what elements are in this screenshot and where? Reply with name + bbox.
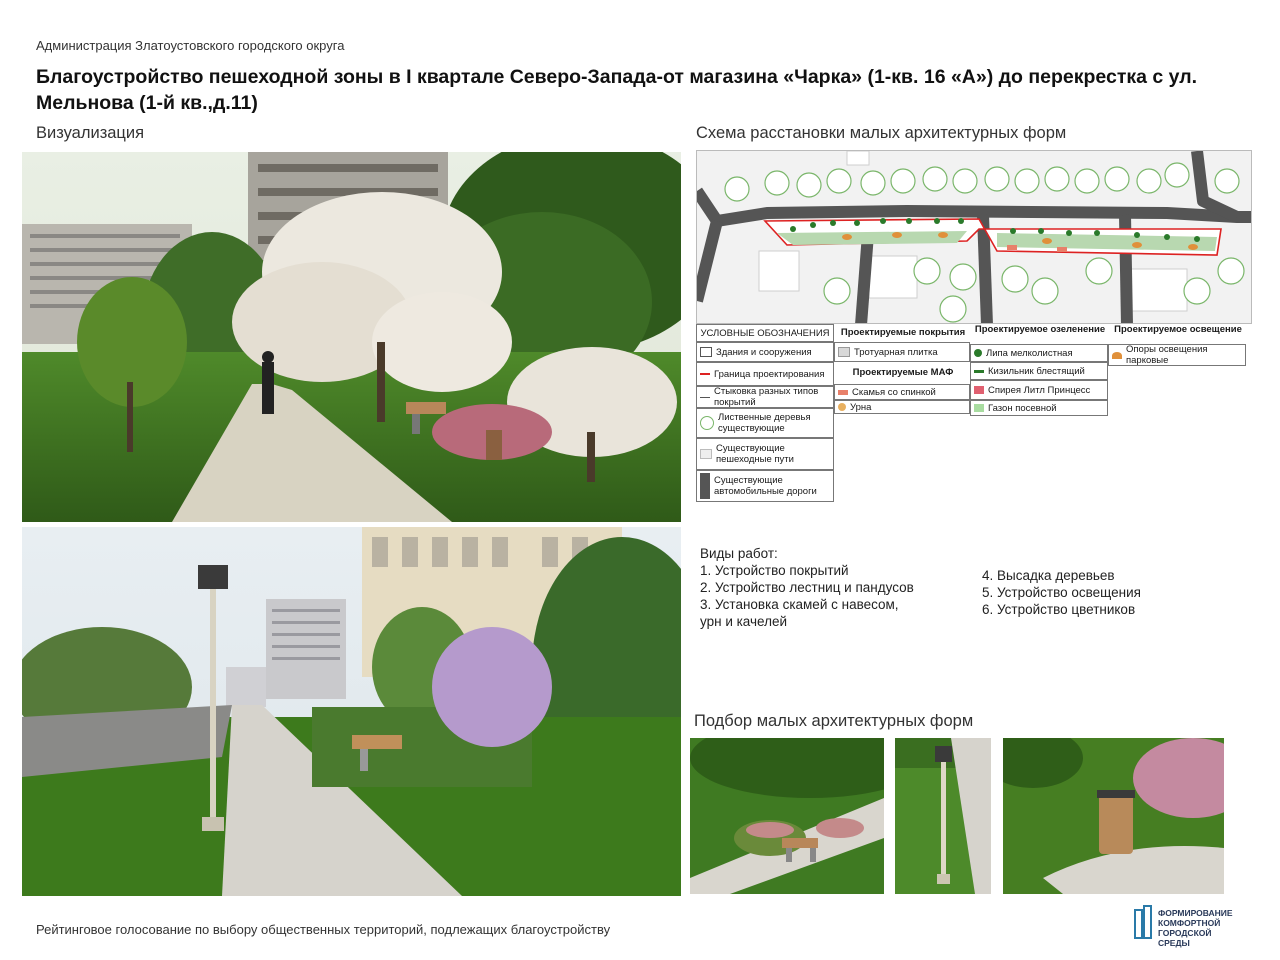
legend-item-label: Опоры освещения парковые bbox=[1126, 344, 1208, 366]
linden-tree-icon bbox=[974, 349, 982, 357]
organization-name: Администрация Златоустовского городского округа bbox=[36, 38, 345, 53]
site-plan-map bbox=[696, 150, 1252, 324]
work-item: 5. Устройство освещения bbox=[982, 585, 1141, 600]
visualization-heading: Визуализация bbox=[36, 124, 145, 142]
paving-swatch-icon bbox=[838, 347, 850, 357]
visualization-render-walkway-lamp bbox=[22, 527, 681, 896]
legend-col3-title: Проектируемое озеленение bbox=[974, 324, 1106, 335]
legend-item-lamps bbox=[1108, 344, 1246, 366]
works-list bbox=[700, 545, 914, 630]
legend-item-existing-paths bbox=[696, 438, 834, 470]
buildings-swatch-icon bbox=[700, 347, 712, 357]
logo-line: ГОРОДСКОЙ СРЕДЫ bbox=[1158, 928, 1212, 948]
legend-item-cotoneaster bbox=[970, 362, 1108, 380]
legend-item-label: Спирея Литл Принцесс bbox=[988, 384, 1091, 396]
hedge-line-icon bbox=[974, 370, 984, 373]
page-title: Благоустройство пешеходной зоны в I квартале Северо-Запада-от магазина «Чарка» (1-кв. 16 «А») до перекрестка с ул. Мельнова (1-й кв.,д.11) bbox=[36, 66, 1198, 114]
legend-item-label: Существующие пешеходные пути bbox=[716, 443, 794, 465]
work-item: 6. Устройство цветников bbox=[982, 602, 1136, 617]
tree-icon bbox=[700, 416, 714, 430]
legend-item-label: Лиственные деревья существующие bbox=[718, 412, 811, 434]
works-list-right bbox=[982, 567, 1141, 618]
legend-item-label: Урна bbox=[850, 401, 872, 413]
work-item: 2. Устройство лестниц и пандусов bbox=[700, 580, 914, 595]
logo-line: ФОРМИРОВАНИЕ bbox=[1158, 908, 1233, 918]
work-item: 4. Высадка деревьев bbox=[982, 568, 1115, 583]
scheme-heading: Схема расстановки малых архитектурных форм bbox=[696, 124, 1067, 142]
legend-item-label: Существующие автомобильные дороги bbox=[714, 475, 817, 497]
works-title: Виды работ: bbox=[700, 546, 778, 561]
legend-item-junction bbox=[696, 386, 834, 408]
legend-item-paving bbox=[834, 342, 970, 362]
legend-item-label: Липа мелколистная bbox=[986, 347, 1073, 359]
legend-item-existing-trees bbox=[696, 408, 834, 438]
junction-line-icon bbox=[700, 397, 710, 398]
legend-item-label: Кизильник блестящий bbox=[988, 365, 1085, 377]
legend-item-boundary bbox=[696, 362, 834, 386]
legend-item-lawn bbox=[970, 400, 1108, 416]
footer-note: Рейтинговое голосование по выбору общественных территорий, подлежащих благоустройству bbox=[36, 922, 611, 937]
maf-selection-heading: Подбор малых архитектурных форм bbox=[694, 712, 974, 730]
legend-item-bench bbox=[834, 384, 970, 400]
legend-col4-title: Проектируемое освещение bbox=[1114, 324, 1242, 335]
legend-table bbox=[696, 324, 1246, 504]
legend-item-spiraea bbox=[970, 380, 1108, 400]
legend-item-label: Здания и сооружения bbox=[716, 346, 812, 358]
legend-col2b-title: Проектируемые МАФ bbox=[852, 367, 954, 378]
legend-item-label: Стыковка разных типов покрытий bbox=[714, 386, 819, 408]
urn-icon bbox=[838, 403, 846, 411]
building-logo-icon bbox=[1132, 904, 1154, 940]
lamp-icon bbox=[1112, 352, 1122, 359]
road-swatch-icon bbox=[700, 473, 710, 499]
maf-photo-urn bbox=[1003, 738, 1224, 894]
work-item: 3. Установка скамей с навесом, bbox=[700, 597, 899, 612]
legend-item-urn bbox=[834, 400, 970, 414]
legend-item-label: Газон посевной bbox=[988, 402, 1057, 414]
legend-col1-title: УСЛОВНЫЕ ОБОЗНАЧЕНИЯ bbox=[696, 324, 834, 342]
legend-item-buildings bbox=[696, 342, 834, 362]
path-swatch-icon bbox=[700, 449, 712, 459]
bench-icon bbox=[838, 390, 848, 395]
legend-item-label: Скамья со спинкой bbox=[852, 386, 936, 398]
maf-photo-bench bbox=[690, 738, 884, 894]
legend-item-linden bbox=[970, 344, 1108, 362]
work-item: 1. Устройство покрытий bbox=[700, 563, 849, 578]
visualization-render-spring-alley bbox=[22, 152, 681, 522]
legend-item-label: Тротуарная плитка bbox=[854, 346, 938, 358]
lawn-swatch-icon bbox=[974, 404, 984, 412]
legend-item-existing-roads bbox=[696, 470, 834, 502]
maf-photo-lamp bbox=[895, 738, 991, 894]
program-logo bbox=[1132, 904, 1242, 948]
work-item: урн и качелей bbox=[700, 614, 788, 629]
logo-line: КОМФОРТНОЙ bbox=[1158, 918, 1221, 928]
legend-col2-title: Проектируемые покрытия bbox=[840, 327, 966, 338]
spiraea-swatch-icon bbox=[974, 386, 984, 394]
legend-item-label: Граница проектирования bbox=[714, 368, 825, 380]
boundary-line-icon bbox=[700, 373, 710, 375]
